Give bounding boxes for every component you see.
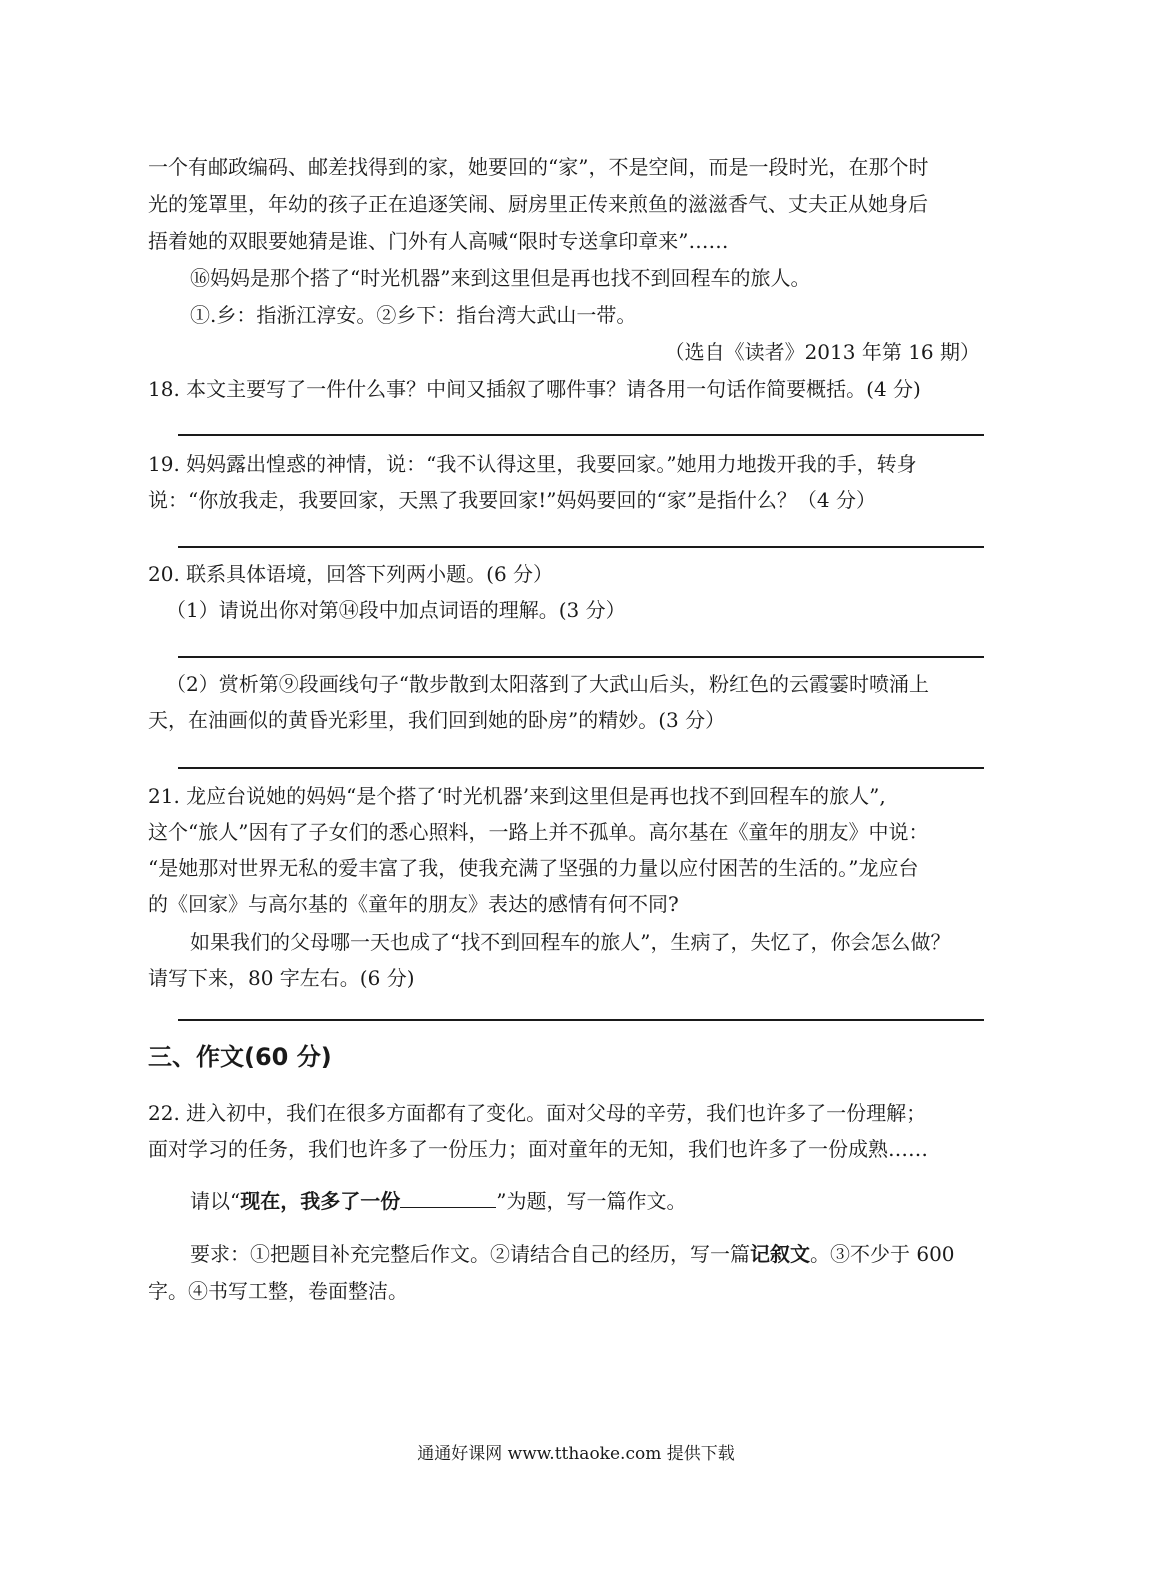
answer-line-21[interactable]: [178, 1019, 984, 1021]
answer-line-18[interactable]: [178, 434, 984, 436]
passage-notes: ①.乡：指浙江淳安。②乡下：指台湾大武山一带。: [190, 303, 637, 327]
question-21-line-5: 如果我们的父母哪一天也成了“找不到回程车的旅人”，生病了，失忆了，你会怎么做？: [190, 930, 951, 954]
essay-prompt: [190, 1188, 686, 1214]
question-18: 18. 本文主要写了一件什么事？中间又插叙了哪件事？请各用一句话作简要概括。(4 分): [148, 377, 921, 401]
question-20-2-line-2: 天，在油画似的黄昏光彩里，我们回到她的卧房”的精妙。(3 分）: [148, 708, 726, 732]
essay-prompt-prefix: 请以“: [190, 1189, 241, 1213]
passage-line-1: 一个有邮政编码、邮差找得到的家，她要回的“家”，不是空间，而是一段时光，在那个时: [148, 155, 929, 179]
question-21-line-1: 21. 龙应台说她的妈妈“是个搭了‘时光机器’来到这里但是再也找不到回程车的旅人”,: [148, 784, 886, 808]
requirements-prefix: 要求：①把题目补充完整后作文。②请结合自己的经历，写一篇: [190, 1242, 750, 1266]
essay-title-bold: 现在，我多了一份: [240, 1189, 401, 1213]
essay-title-blank[interactable]: [400, 1189, 496, 1208]
essay-requirements-line-2: 字。④书写工整，卷面整洁。: [148, 1279, 408, 1303]
question-19-line-2: 说：“你放我走，我要回家，天黑了我要回家!”妈妈要回的“家”是指什么？（4 分）: [148, 488, 877, 512]
question-20-2-line-1: （2）赏析第⑨段画线句子“散步散到太阳落到了大武山后头，粉红色的云霞霎时喷涌上: [166, 672, 929, 696]
question-20-1: （1）请说出你对第⑭段中加点词语的理解。(3 分）: [166, 598, 626, 622]
passage-source: （选自《读者》2013 年第 16 期）: [664, 340, 980, 364]
question-22-line-1: 22. 进入初中，我们在很多方面都有了变化。面对父母的辛劳，我们也许多了一份理解；: [148, 1101, 927, 1125]
question-19-line-1: 19. 妈妈露出惶惑的神情，说：“我不认得这里，我要回家。”她用力地拨开我的手，转身: [148, 452, 917, 476]
question-21-line-3: “是她那对世界无私的爱丰富了我，使我充满了坚强的力量以应付困苦的生活的。”龙应台: [148, 856, 919, 880]
question-22-line-2: 面对学习的任务，我们也许多了一份压力；面对童年的无知，我们也许多了一份成熟……: [148, 1137, 928, 1161]
page-footer: 通通好课网 www.tthaoke.com 提供下载: [417, 1444, 735, 1464]
passage-line-2: 光的笼罩里，年幼的孩子正在追逐笑闹、厨房里正传来煎鱼的滋滋香气、丈夫正从她身后: [148, 192, 928, 216]
requirements-bold: 记叙文: [750, 1242, 810, 1266]
passage-paragraph-16: ⑯妈妈是那个搭了“时光机器”来到这里但是再也找不到回程车的旅人。: [190, 266, 811, 290]
essay-requirements-line-1: [190, 1241, 955, 1267]
section-3-heading: 三、作文(60 分): [148, 1043, 332, 1071]
answer-line-20-2[interactable]: [178, 767, 984, 769]
requirements-suffix: 。③不少于 600: [810, 1242, 955, 1266]
question-21-line-4: 的《回家》与高尔基的《童年的朋友》表达的感情有何不同?: [148, 892, 679, 916]
question-21-line-2: 这个“旅人”因有了子女们的悉心照料，一路上并不孤单。高尔基在《童年的朋友》中说：: [148, 820, 929, 844]
answer-line-20-1[interactable]: [178, 656, 984, 658]
question-21-line-6: 请写下来，80 字左右。(6 分): [148, 966, 415, 990]
answer-line-19[interactable]: [178, 546, 984, 548]
question-20: 20. 联系具体语境，回答下列两小题。(6 分）: [148, 562, 554, 586]
passage-line-3: 捂着她的双眼要她猜是谁、门外有人高喊“限时专送拿印章来”……: [148, 229, 729, 253]
essay-prompt-suffix: ”为题，写一篇作文。: [496, 1189, 687, 1213]
